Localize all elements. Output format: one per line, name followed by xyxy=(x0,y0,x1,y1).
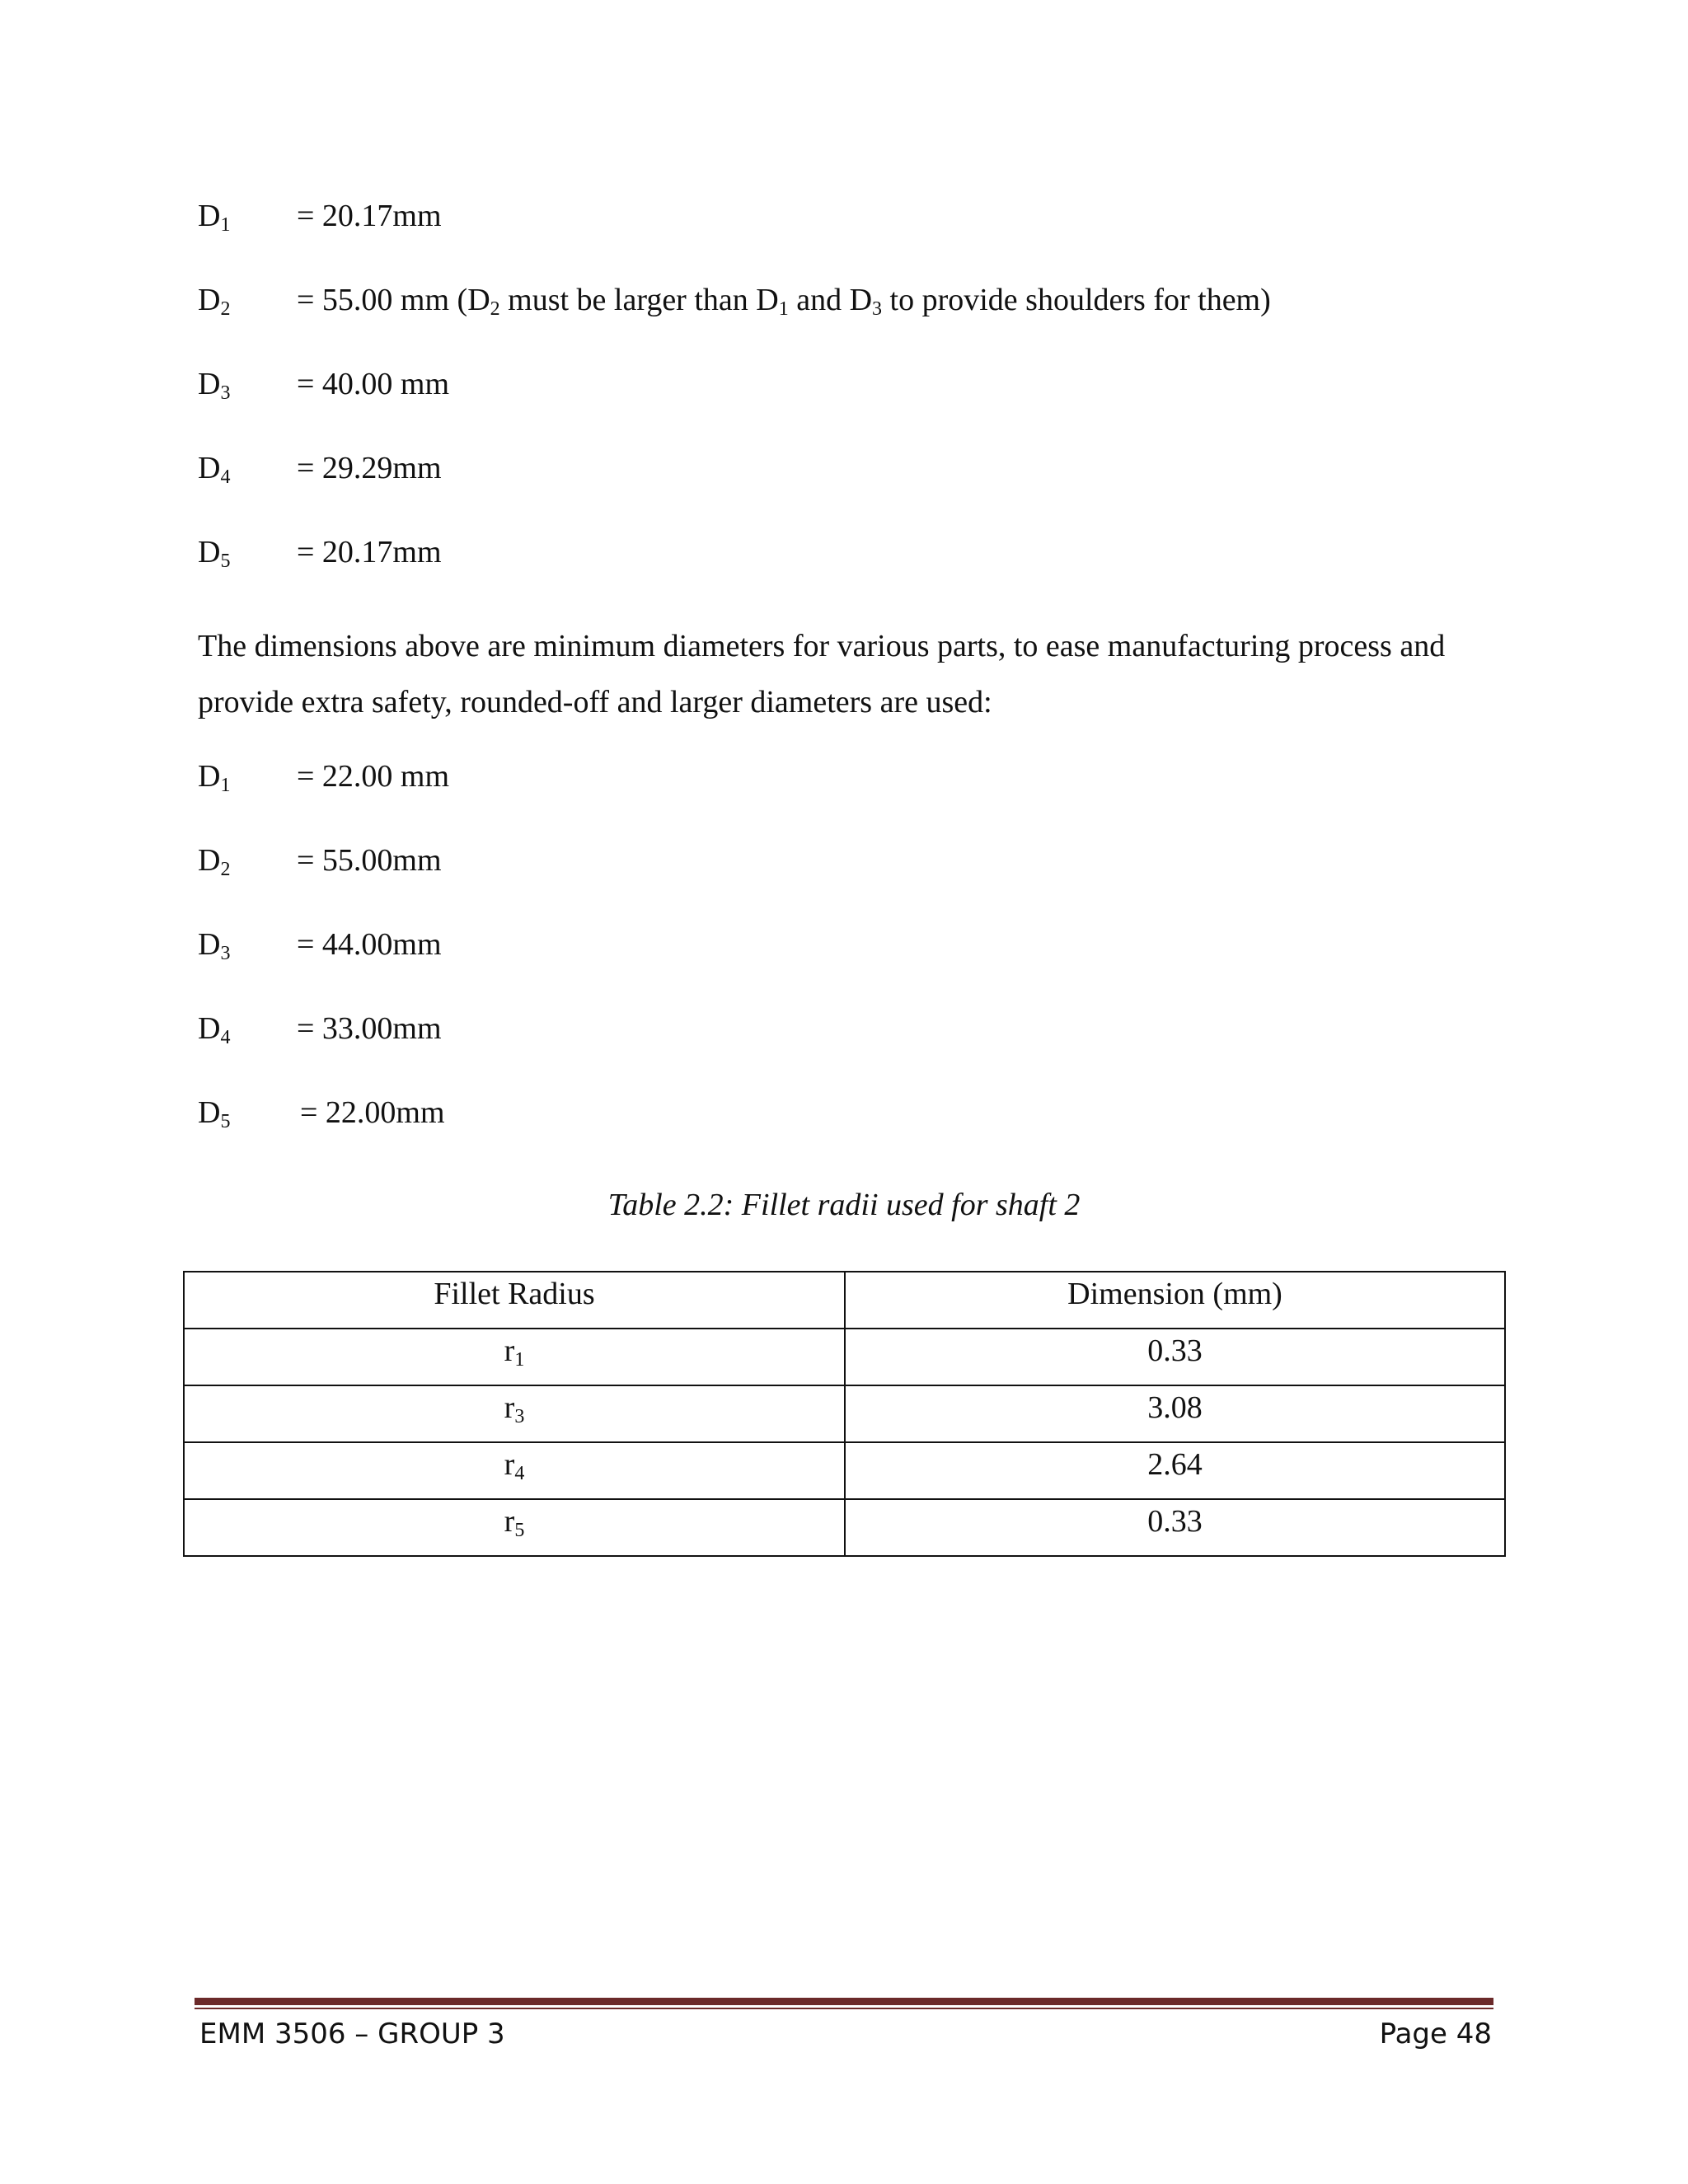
diameter-symbol: $D_3$ xyxy=(198,927,231,964)
diameter-symbol: $D_4$ xyxy=(198,451,231,488)
table-row xyxy=(184,1499,1505,1556)
footer-course-group: EMM 3506 – GROUP 3 xyxy=(199,2018,505,2050)
table-row xyxy=(184,1442,1505,1499)
footer-rule-thin xyxy=(195,2008,1493,2009)
dimension-cell: 3.08 xyxy=(845,1385,1505,1442)
diameter-symbol: $D_1$ xyxy=(198,199,231,236)
footer-rule xyxy=(195,1998,1493,2005)
diameter-value: = 55.00 mm ($D_2$ must be larger than $D_1$ and $D_3$ to provide shoulders for them) xyxy=(297,283,1271,320)
diameter-value: = 33.00mm xyxy=(297,1011,442,1046)
radius-cell: $r_5$ xyxy=(184,1499,845,1556)
diameter-symbol: $D_4$ xyxy=(198,1011,231,1048)
diameter-symbol: $D_5$ xyxy=(198,1095,231,1132)
diameter-symbol: $D_5$ xyxy=(198,535,231,572)
body-paragraph: The dimensions above are minimum diameters for various parts, to ease manufacturing process and provide extra safety, rounded-off and larger diameters are used: xyxy=(198,629,1446,719)
header-dimension: Dimension (mm) xyxy=(845,1272,1505,1329)
diameter-value: = 22.00mm xyxy=(300,1095,445,1130)
diameter-value: = 20.17mm xyxy=(297,199,442,233)
diameter-symbol: $D_2$ xyxy=(198,843,231,880)
radius-cell: $r_1$ xyxy=(184,1329,845,1385)
radius-cell: $r_3$ xyxy=(184,1385,845,1442)
dimension-cell: 2.64 xyxy=(845,1442,1505,1499)
diameter-value: = 22.00 mm xyxy=(297,759,450,794)
diameter-value: = 20.17mm xyxy=(297,535,442,569)
table-row xyxy=(184,1385,1505,1442)
fillet-radii-table xyxy=(183,1271,1506,1557)
diameter-value: = 29.29mm xyxy=(297,451,442,485)
diameter-value: = 44.00mm xyxy=(297,927,442,962)
diameter-value: = 55.00mm xyxy=(297,843,442,878)
diameter-symbol: $D_3$ xyxy=(198,367,231,404)
diameter-value: = 40.00 mm xyxy=(297,367,450,401)
header-fillet-radius: Fillet Radius xyxy=(184,1272,845,1329)
dimension-cell: 0.33 xyxy=(845,1499,1505,1556)
diameter-symbol: $D_1$ xyxy=(198,759,231,796)
diameter-symbol: $D_2$ xyxy=(198,283,231,320)
dimension-cell: 0.33 xyxy=(845,1329,1505,1385)
table-header-row xyxy=(184,1272,1505,1329)
footer-page-number: Page 48 xyxy=(1379,2018,1492,2050)
table-caption: Table 2.2: Fillet radii used for shaft 2 xyxy=(607,1188,1081,1222)
table-row xyxy=(184,1329,1505,1385)
radius-cell: $r_4$ xyxy=(184,1442,845,1499)
